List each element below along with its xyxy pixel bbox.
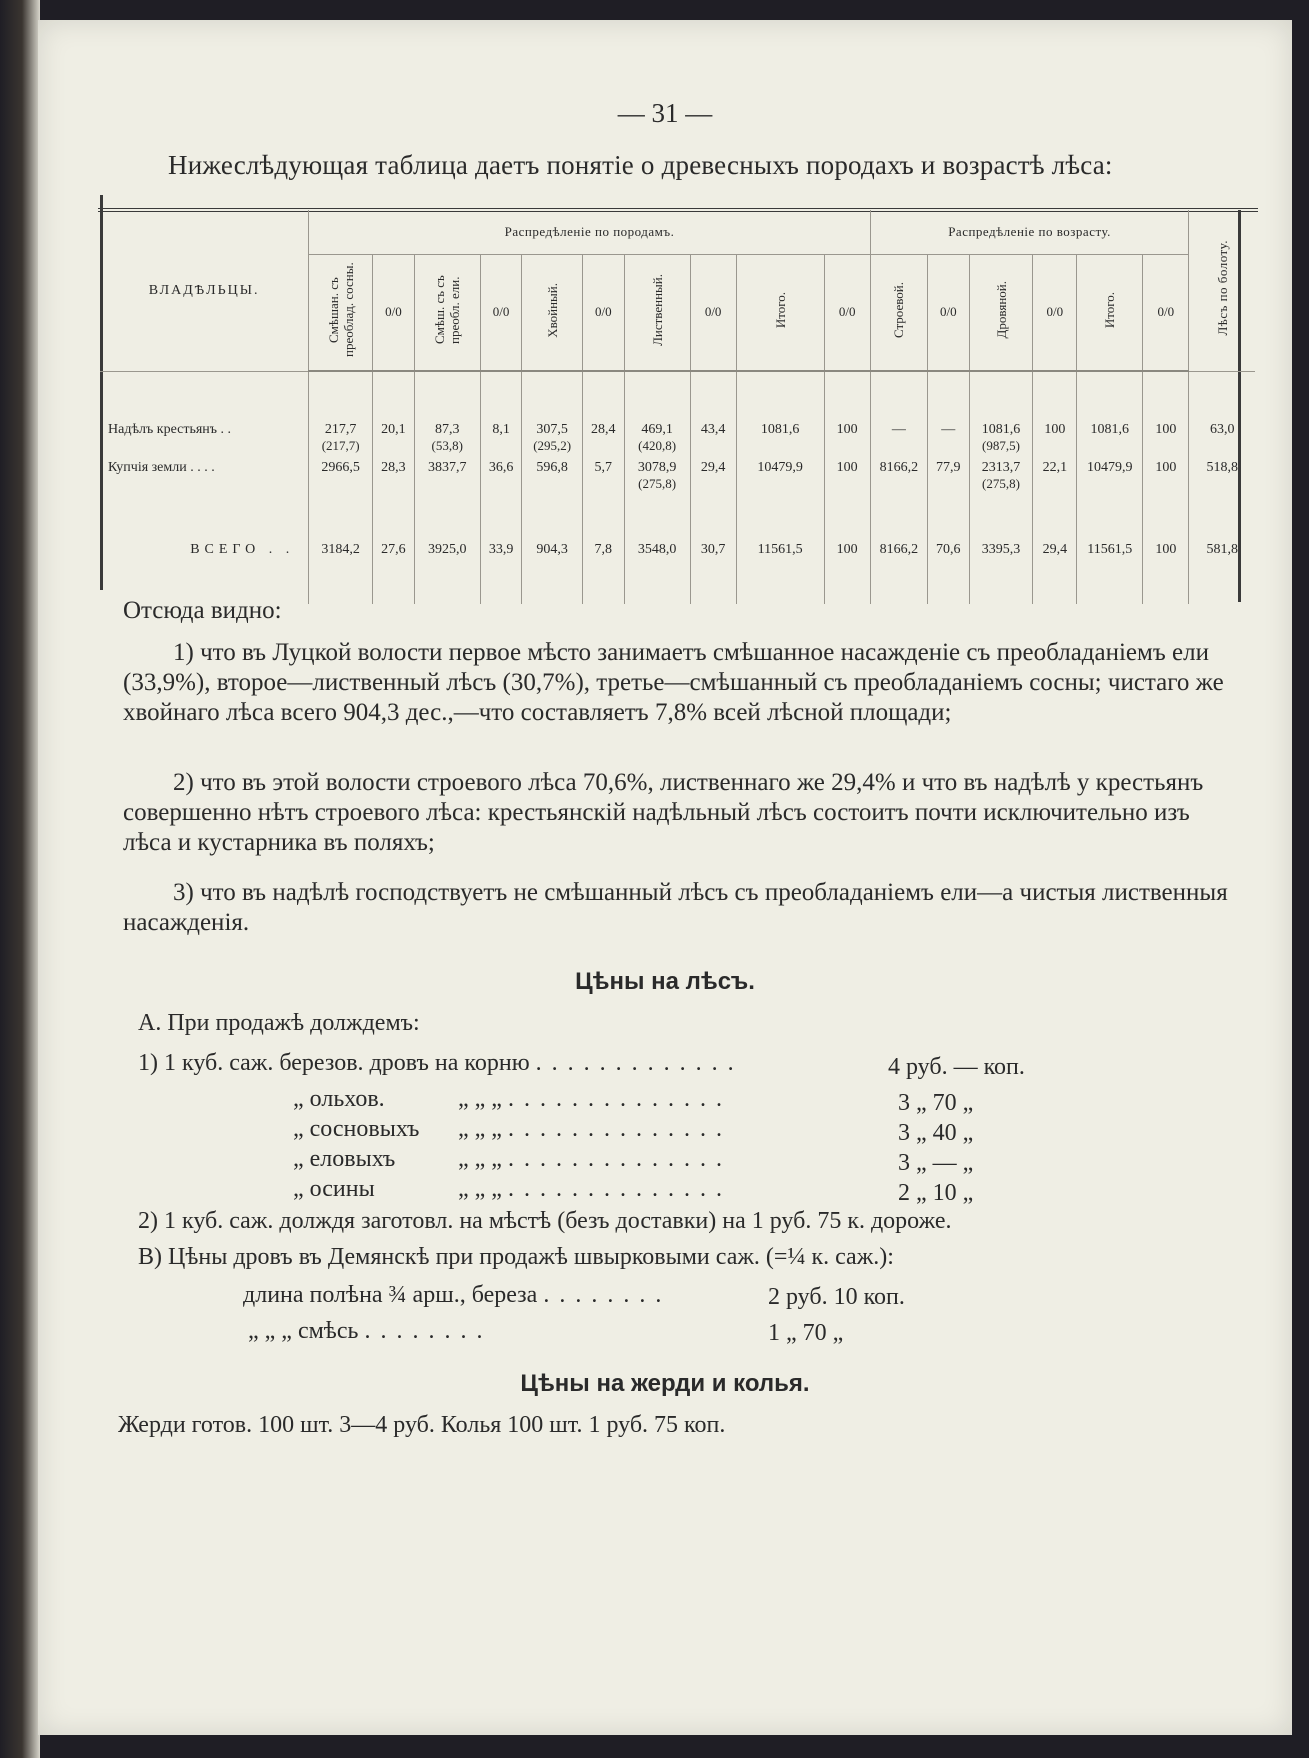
- document-page: [38, 20, 1292, 1735]
- table-cell: 5,7: [582, 454, 624, 476]
- prices-title: Цѣны на лѣсъ.: [575, 968, 755, 995]
- firewood-row-1-label: длина полѣна ¾ арш., береза ........: [243, 1282, 672, 1308]
- table-cell: 33,9: [480, 536, 522, 558]
- table-cell: 1081,6: [969, 416, 1033, 438]
- table-cell: 10479,9: [736, 454, 824, 476]
- firewood-row-2-label: „ „ „ смѣсь ........: [248, 1318, 493, 1344]
- column-header: 0/0: [1033, 255, 1077, 372]
- table-subcell: [870, 438, 927, 454]
- column-header: Смѣшан. съ преоблад. сосны.: [309, 255, 373, 372]
- price-row-ditto: „ „ „ ..............: [458, 1176, 732, 1202]
- price-row-ditto: „ „ „ ..............: [458, 1086, 732, 1112]
- table-cell: 8,1: [480, 416, 522, 438]
- swamp-header: Лѣсъ по болоту.: [1189, 210, 1255, 371]
- table-cell: 100: [1033, 416, 1077, 438]
- table-cell: 100: [1143, 536, 1189, 558]
- owner-header: ВЛАДѢЛЬЦЫ.: [100, 210, 309, 371]
- table-cell: 3925,0: [414, 536, 480, 558]
- table-cell: 27,6: [373, 536, 415, 558]
- price-item-2: 2) 1 куб. саж. долждя заготовл. на мѣстѣ (безъ доставки) на 1 руб. 75 к. дороже.: [138, 1208, 952, 1234]
- table-subcell: [1033, 476, 1077, 492]
- table-subcell: [373, 438, 415, 454]
- table-cell: 469,1: [624, 416, 690, 438]
- column-header: Дровяной.: [969, 255, 1033, 372]
- price-row-name: „ сосновыхъ: [293, 1116, 420, 1142]
- table-cell: —: [927, 416, 969, 438]
- table-cell: 36,6: [480, 454, 522, 476]
- poles-title: Цѣны на жерди и колья.: [520, 1370, 810, 1397]
- column-header: Итого.: [1077, 255, 1143, 372]
- table-cell: 100: [824, 454, 870, 476]
- table-cell: 11561,5: [736, 536, 824, 558]
- column-header: 0/0: [582, 255, 624, 372]
- table-cell: 596,8: [522, 454, 582, 476]
- conclusion-2: 2) что въ этой волости строевого лѣса 70,6%, лиственнаго же 29,4% и что въ надѣлѣ у крестьянъ совершенно нѣтъ строевого лѣса: крестьянскій надѣльный лѣсъ состоитъ почти исключительно изъ лѣса и кустарника въ поляхъ;: [123, 769, 1204, 856]
- table-subcell: [480, 476, 522, 492]
- table-cell: 28,3: [373, 454, 415, 476]
- table-subcell: [690, 438, 736, 454]
- age-group-header: Распредѣленіе по возрасту.: [870, 210, 1189, 255]
- table-subcell: [927, 476, 969, 492]
- table-cell: 2313,7: [969, 454, 1033, 476]
- table-subcell: [736, 476, 824, 492]
- table-subcell: (275,8): [969, 476, 1033, 492]
- column-header: Хвойный.: [522, 255, 582, 372]
- table-cell: 100: [824, 536, 870, 558]
- table-cell: 87,3: [414, 416, 480, 438]
- table-cell: 307,5: [522, 416, 582, 438]
- table-cell: 8166,2: [870, 536, 927, 558]
- table-cell: 43,4: [690, 416, 736, 438]
- price-item-1-value: 4 руб. — коп.: [888, 1054, 1025, 1080]
- firewood-row-2-price: 1 „ 70 „: [768, 1320, 844, 1346]
- section-b-heading: В) Цѣны дровъ въ Демянскѣ при продажѣ швырковыми саж. (=¼ к. саж.):: [138, 1244, 894, 1270]
- row-label: Купчія земли . . . .: [108, 460, 215, 475]
- table-cell: 581,8: [1189, 536, 1255, 558]
- table-cell: 28,4: [582, 416, 624, 438]
- firewood-row-1-price: 2 руб. 10 коп.: [768, 1284, 905, 1310]
- table-subcell: [1143, 476, 1189, 492]
- price-row-value: 3 „ 40 „: [898, 1120, 974, 1146]
- column-header: 0/0: [480, 255, 522, 372]
- forest-table: [100, 210, 1255, 604]
- price-item-1-label: 1) 1 куб. саж. березов. дровъ на корню .............: [138, 1050, 744, 1076]
- table-cell: 29,4: [690, 454, 736, 476]
- column-header: Лиственный.: [624, 255, 690, 372]
- table-cell: 518,8: [1189, 454, 1255, 476]
- table-cell: 10479,9: [1077, 454, 1143, 476]
- table-subcell: [824, 476, 870, 492]
- table-subcell: [1143, 438, 1189, 454]
- row-label: Надѣлъ крестьянъ . .: [108, 422, 232, 437]
- table-cell: —: [870, 416, 927, 438]
- price-row-value: 3 „ 70 „: [898, 1090, 974, 1116]
- row-label: ВСЕГО . .: [190, 542, 295, 557]
- table-subcell: [373, 476, 415, 492]
- table-cell: 29,4: [1033, 536, 1077, 558]
- table-cell: 217,7: [309, 416, 373, 438]
- species-group-header: Распредѣленіе по породамъ.: [309, 210, 870, 255]
- table-cell: 70,6: [927, 536, 969, 558]
- table-cell: 8166,2: [870, 454, 927, 476]
- table-subcell: [414, 476, 480, 492]
- table-subcell: [582, 476, 624, 492]
- table-cell: 3395,3: [969, 536, 1033, 558]
- column-header: 0/0: [927, 255, 969, 372]
- conclusion-3: 3) что въ надѣлѣ господствуетъ не смѣшанный лѣсъ съ преобладаніемъ ели—а чистыя лиственныя насажденія.: [123, 879, 1228, 936]
- table-subcell: [1189, 438, 1255, 454]
- price-row-ditto: „ „ „ ..............: [458, 1146, 732, 1172]
- table-caption: Нижеслѣдующая таблица даетъ понятіе о древесныхъ породахъ и возрастѣ лѣса:: [168, 150, 1113, 180]
- table-cell: 22,1: [1033, 454, 1077, 476]
- price-row-ditto: „ „ „ ..............: [458, 1116, 732, 1142]
- column-header: Итого.: [736, 255, 824, 372]
- table-subcell: [927, 438, 969, 454]
- column-header: 0/0: [690, 255, 736, 372]
- table-subcell: [1189, 476, 1255, 492]
- table-cell: 30,7: [690, 536, 736, 558]
- section-a-heading: А. При продажѣ долждемъ:: [138, 1010, 420, 1036]
- table-subcell: [1033, 438, 1077, 454]
- table-subcell: [1077, 438, 1143, 454]
- table-subcell: [309, 476, 373, 492]
- column-header: 0/0: [824, 255, 870, 372]
- column-header: 0/0: [1143, 255, 1189, 372]
- column-header: Смѣш. съ съ преобл. ели.: [414, 255, 480, 372]
- table-subcell: [690, 476, 736, 492]
- table-row: [100, 416, 1255, 438]
- poles-line: Жерди готов. 100 шт. 3—4 руб. Колья 100 шт. 1 руб. 75 коп.: [118, 1412, 726, 1438]
- table-cell: 1081,6: [736, 416, 824, 438]
- table-cell: 100: [1143, 416, 1189, 438]
- table-subcell: (53,8): [414, 438, 480, 454]
- column-header: Строевой.: [870, 255, 927, 372]
- table-cell: 3078,9: [624, 454, 690, 476]
- table-cell: 63,0: [1189, 416, 1255, 438]
- table-subcell: (420,8): [624, 438, 690, 454]
- intro-line: Отсюда видно:: [123, 597, 282, 624]
- table-subcell: (987,5): [969, 438, 1033, 454]
- table-cell: 3837,7: [414, 454, 480, 476]
- table-row: [100, 454, 1255, 476]
- page-number: — 31 —: [617, 98, 713, 128]
- table-row: [100, 536, 1255, 558]
- table-cell: 100: [824, 416, 870, 438]
- table-subcell: [870, 476, 927, 492]
- table-subcell: [824, 438, 870, 454]
- price-row-name: „ еловыхъ: [293, 1146, 396, 1172]
- table-cell: 904,3: [522, 536, 582, 558]
- price-row-name: „ ольхов.: [293, 1086, 385, 1112]
- table-subcell: (295,2): [522, 438, 582, 454]
- price-row-value: 2 „ 10 „: [898, 1180, 974, 1206]
- table-cell: 20,1: [373, 416, 415, 438]
- table-subcell: [522, 476, 582, 492]
- table-subcell: [736, 438, 824, 454]
- book-binding: [0, 0, 40, 1758]
- table-cell: 1081,6: [1077, 416, 1143, 438]
- table-cell: 77,9: [927, 454, 969, 476]
- conclusion-1: 1) что въ Луцкой волости первое мѣсто занимаетъ смѣшанное насажденіе съ преобладаніемъ ели (33,9%), второе—лиственный лѣсъ (30,7%), третье—смѣшанный съ преобладаніемъ сосны; чистаго же хвойнаго лѣса всего 904,3 дес.,—что составляетъ 7,8% всей лѣсной площади;: [123, 639, 1224, 726]
- table-subcell: [582, 438, 624, 454]
- price-row-value: 3 „ — „: [898, 1150, 974, 1176]
- table-subcell: (217,7): [309, 438, 373, 454]
- table-subcell: (275,8): [624, 476, 690, 492]
- table-subcell: [1077, 476, 1143, 492]
- table-cell: 7,8: [582, 536, 624, 558]
- table-subcell: [480, 438, 522, 454]
- price-row-name: „ осины: [293, 1176, 375, 1202]
- column-header: 0/0: [373, 255, 415, 372]
- table-cell: 2966,5: [309, 454, 373, 476]
- table-cell: 3548,0: [624, 536, 690, 558]
- table-cell: 3184,2: [309, 536, 373, 558]
- table-cell: 100: [1143, 454, 1189, 476]
- table-cell: 11561,5: [1077, 536, 1143, 558]
